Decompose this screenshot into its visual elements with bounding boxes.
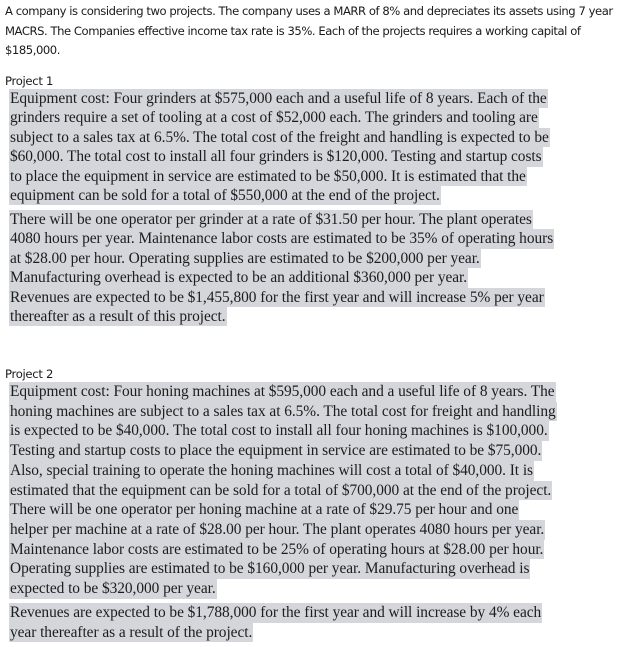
- project-1-operating-block: [9, 210, 554, 326]
- text-line: There will be one operator per grinder at a rate of $31.50 per hour. The plant operates: [10, 211, 532, 228]
- text-line: subject to a sales tax at 6.5%. The total cost of the freight and handling is expected to be: [10, 128, 549, 146]
- text-line: Equipment cost: Four honing machines at $595,000 each and a useful life of 8 years. The: [10, 383, 555, 400]
- project-1-label: Project 1: [5, 74, 54, 88]
- text-line: Also, special training to operate the honing machines will cost a total of $40,000. It is: [10, 461, 533, 479]
- text-line: Revenues are expected to be $1,788,000 for the first year and will increase by 4% each: [10, 604, 542, 621]
- text-line: grinders require a set of tooling at a cost of $52,000 each. The grinders and tooling are: [10, 109, 538, 127]
- text-line: $60,000. The total cost to install all four grinders is $120,000. Testing and startup costs: [10, 148, 542, 166]
- text-line: year thereafter as a result of the project.: [10, 623, 253, 641]
- text-line: at $28.00 per hour. Operating supplies are estimated to be $200,000 per year.: [10, 249, 480, 267]
- problem-intro: A company is considering two projects. The company uses a MARR of 8% and depreciates its assets using 7 year MACRS. The Companies effective income tax rate is 35%. Each of the projects requires a working capital of $185,000.: [5, 4, 613, 57]
- text-line: is expected to be $40,000. The total cost to install all four honing machines is $100,000.: [10, 422, 548, 440]
- text-line: Operating supplies are estimated to be $160,000 per year. Manufacturing overhead is: [10, 560, 530, 578]
- text-line: Revenues are expected to be $1,455,800 for the first year and will increase 5% per year: [10, 288, 544, 306]
- text-line: Testing and startup costs to place the equipment in service are estimated to be $75,000.: [10, 442, 542, 460]
- project-2-main-block: [9, 382, 557, 599]
- project-2-revenue-block: [9, 603, 542, 642]
- project-1-equipment-block: [9, 89, 550, 205]
- text-line: to place the equipment in service are estimated to be $50,000. It is estimated that the: [10, 167, 526, 185]
- text-line: equipment can be sold for a total of $550,000 at the end of the project.: [10, 187, 440, 205]
- text-line: expected to be $320,000 per year.: [10, 580, 216, 598]
- text-line: Manufacturing overhead is expected to be an additional $360,000 per year.: [10, 269, 468, 287]
- project-2-label: Project 2: [5, 367, 54, 381]
- text-line: There will be one operator per honing machine at a rate of $29.75 per hour and one: [10, 501, 519, 519]
- text-line: thereafter as a result of this project.: [10, 308, 226, 326]
- text-line: Equipment cost: Four grinders at $575,000 each and a useful life of 8 years. Each of the: [10, 90, 547, 107]
- text-line: honing machines are subject to a sales tax at 6.5%. The total cost for freight and handling: [10, 402, 556, 420]
- text-line: helper per machine at a rate of $28.00 per hour. The plant operates 4080 hours per year.: [10, 520, 545, 538]
- text-line: 4080 hours per year. Maintenance labor costs are estimated to be 35% of operating hours: [10, 230, 554, 248]
- text-line: estimated that the equipment can be sold for a total of $700,000 at the end of the project.: [10, 481, 552, 499]
- text-line: Maintenance labor costs are estimated to be 25% of operating hours at $28.00 per hour.: [10, 540, 544, 558]
